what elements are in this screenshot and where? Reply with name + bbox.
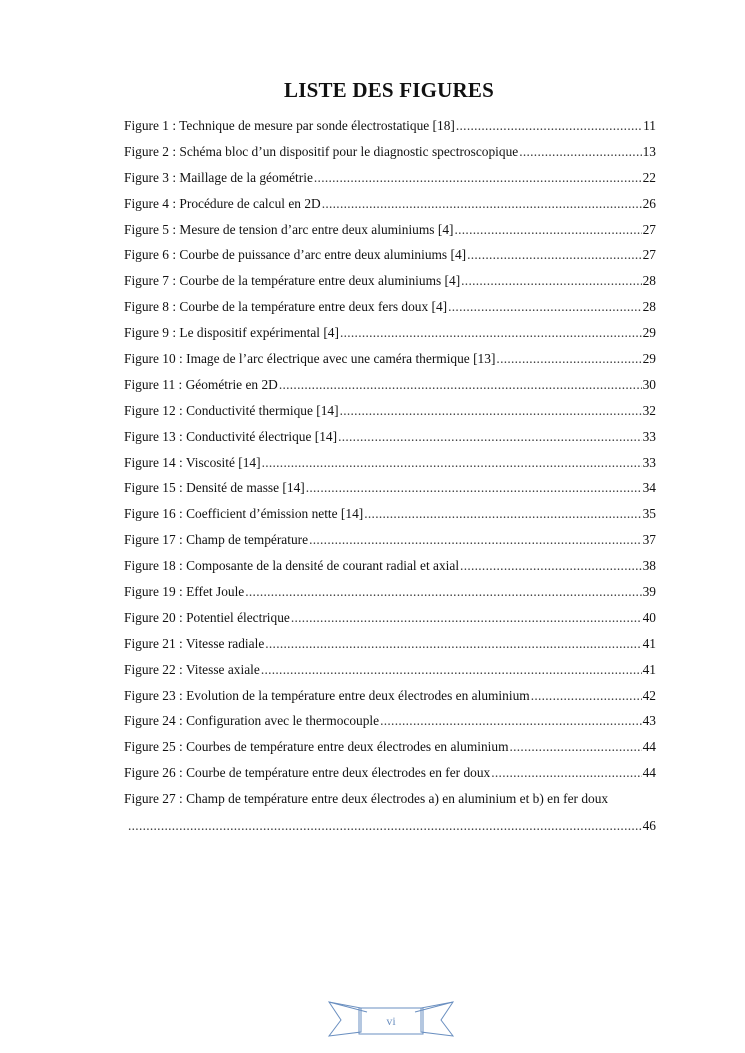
toc-entry[interactable] <box>124 450 656 476</box>
toc-entry-label: Figure 4 : Procédure de calcul en 2D <box>124 195 321 211</box>
toc-entry-page: 39 <box>642 584 656 600</box>
dot-leader <box>279 372 642 398</box>
dot-leader <box>338 424 642 450</box>
toc-entry-page: 26 <box>642 195 656 211</box>
toc-entry-page: 41 <box>642 661 656 677</box>
dot-leader <box>531 683 642 709</box>
toc-entry-label: Figure 7 : Courbe de la température entre deux aluminiums [4] <box>124 273 461 289</box>
dot-leader <box>448 294 641 320</box>
toc-entry-label: Figure 15 : Densité de masse [14] <box>124 480 305 496</box>
toc-entry[interactable] <box>124 631 656 657</box>
toc-entry-page: 30 <box>642 376 656 392</box>
toc-entry-label: Figure 23 : Evolution de la température entre deux électrodes en aluminium <box>124 687 530 703</box>
dot-leader <box>467 242 642 268</box>
toc-entry-label: Figure 21 : Vitesse radiale <box>124 635 265 651</box>
toc-entry[interactable] <box>124 346 656 372</box>
toc-entry-page: 34 <box>642 480 656 496</box>
toc-entry-page: 28 <box>642 273 656 289</box>
toc-entry[interactable] <box>124 320 656 346</box>
toc-entry-label: Figure 2 : Schéma bloc d’un dispositif pour le diagnostic spectroscopique <box>124 143 519 159</box>
toc-entry[interactable] <box>124 398 656 424</box>
dot-leader <box>265 631 641 657</box>
toc-entry-label: Figure 14 : Viscosité [14] <box>124 454 261 470</box>
toc-entry-label: Figure 11 : Géométrie en 2D <box>124 376 278 392</box>
dot-leader <box>380 708 642 734</box>
toc-entry-label: Figure 27 : Champ de température entre deux électrodes a) en aluminium et b) en fer doux <box>124 791 609 807</box>
toc-entry[interactable] <box>124 734 656 760</box>
page-title: LISTE DES FIGURES <box>284 78 494 102</box>
dot-leader <box>340 398 642 424</box>
toc-entry[interactable] <box>124 579 656 605</box>
toc-entry[interactable] <box>124 501 656 527</box>
dot-leader <box>491 760 641 786</box>
dot-leader <box>461 268 641 294</box>
toc-entry[interactable] <box>124 191 656 217</box>
toc-entry-label: Figure 3 : Maillage de la géométrie <box>124 169 313 185</box>
dot-leader <box>261 657 642 683</box>
toc-entry-label: Figure 22 : Vitesse axiale <box>124 661 260 677</box>
toc-entry-label: Figure 8 : Courbe de la température entre deux fers doux [4] <box>124 299 448 315</box>
toc-entry-label: Figure 26 : Courbe de température entre deux électrodes en fer doux <box>124 765 491 781</box>
toc-entry[interactable] <box>124 242 656 268</box>
toc-entry[interactable] <box>124 475 656 501</box>
toc-entry[interactable] <box>124 657 656 683</box>
toc-entry[interactable] <box>124 217 656 243</box>
toc-entry-label: Figure 16 : Coefficient d’émission nette [14] <box>124 506 364 522</box>
toc-entry[interactable] <box>124 527 656 553</box>
page-number: vi <box>386 1014 396 1028</box>
figure-list <box>124 113 656 839</box>
toc-entry-page: 40 <box>642 609 656 625</box>
toc-entry-page: 37 <box>642 532 656 548</box>
toc-entry-label: Figure 13 : Conductivité électrique [14] <box>124 428 338 444</box>
toc-entry-page: 35 <box>642 506 656 522</box>
toc-entry-label: Figure 24 : Configuration avec le thermocouple <box>124 713 380 729</box>
toc-entry[interactable] <box>124 294 656 320</box>
toc-entry[interactable] <box>124 553 656 579</box>
toc-entry-page: 43 <box>642 713 656 729</box>
toc-entry-page: 11 <box>643 118 656 133</box>
toc-entry-label: Figure 1 : Technique de mesure par sonde électrostatique [18] <box>124 118 455 133</box>
dot-leader <box>291 605 642 631</box>
toc-entry[interactable] <box>124 139 656 165</box>
dot-leader <box>322 191 642 217</box>
toc-entry-page: 38 <box>642 558 656 574</box>
toc-entry-label: Figure 20 : Potentiel électrique <box>124 609 290 625</box>
toc-entry-page: 44 <box>642 765 656 781</box>
dot-leader <box>496 346 641 372</box>
toc-entry[interactable] <box>124 165 656 191</box>
toc-entry-label: Figure 5 : Mesure de tension d’arc entre deux aluminiums [4] <box>124 221 454 237</box>
toc-entry[interactable] <box>124 113 656 139</box>
toc-entry-page: 32 <box>642 402 656 418</box>
toc-entry[interactable] <box>124 268 656 294</box>
toc-entry-label: Figure 9 : Le dispositif expérimental [4] <box>124 325 339 341</box>
dot-leader <box>460 553 642 579</box>
page-number-ribbon <box>327 998 455 1038</box>
dot-leader <box>509 734 641 760</box>
toc-entry-page: 41 <box>642 635 656 651</box>
toc-entry-page: 27 <box>642 247 656 263</box>
toc-entry-page: 28 <box>642 299 656 315</box>
toc-entry[interactable] <box>124 372 656 398</box>
toc-entry-page: 13 <box>642 143 656 159</box>
dot-leader <box>306 475 642 501</box>
dot-leader <box>262 450 642 476</box>
dot-leader <box>454 217 641 243</box>
toc-entry-page: 33 <box>642 454 656 470</box>
dot-leader <box>519 139 641 165</box>
dot-leader <box>364 501 641 527</box>
toc-entry[interactable] <box>124 605 656 631</box>
dot-leader <box>314 165 642 191</box>
toc-entry-label: Figure 18 : Composante de la densité de courant radial et axial <box>124 558 460 574</box>
toc-entry[interactable] <box>124 760 656 786</box>
toc-entry[interactable] <box>124 708 656 734</box>
toc-entry-page: 29 <box>642 325 656 341</box>
dot-leader <box>340 320 642 346</box>
toc-entry-page: 42 <box>642 687 656 703</box>
toc-entry[interactable] <box>124 424 656 450</box>
toc-entry-page: 44 <box>642 739 656 755</box>
dot-leader <box>128 813 642 839</box>
toc-entry-page: 46 <box>642 818 656 834</box>
toc-entry[interactable] <box>124 786 656 839</box>
toc-entry-page: 33 <box>642 428 656 444</box>
toc-entry-label: Figure 17 : Champ de température <box>124 532 309 548</box>
toc-entry-label: Figure 6 : Courbe de puissance d’arc entre deux aluminiums [4] <box>124 247 467 263</box>
toc-entry-label: Figure 25 : Courbes de température entre deux électrodes en aluminium <box>124 739 509 755</box>
dot-leader <box>309 527 642 553</box>
toc-entry-page: 22 <box>642 169 656 185</box>
toc-entry-page: 27 <box>642 221 656 237</box>
dot-leader <box>456 113 642 139</box>
toc-entry-page: 29 <box>642 351 656 367</box>
dot-leader <box>245 579 641 605</box>
toc-entry-label: Figure 10 : Image de l’arc électrique avec une caméra thermique [13] <box>124 351 496 367</box>
toc-entry[interactable] <box>124 683 656 709</box>
toc-entry-label: Figure 12 : Conductivité thermique [14] <box>124 402 339 418</box>
toc-entry-label: Figure 19 : Effet Joule <box>124 584 245 600</box>
